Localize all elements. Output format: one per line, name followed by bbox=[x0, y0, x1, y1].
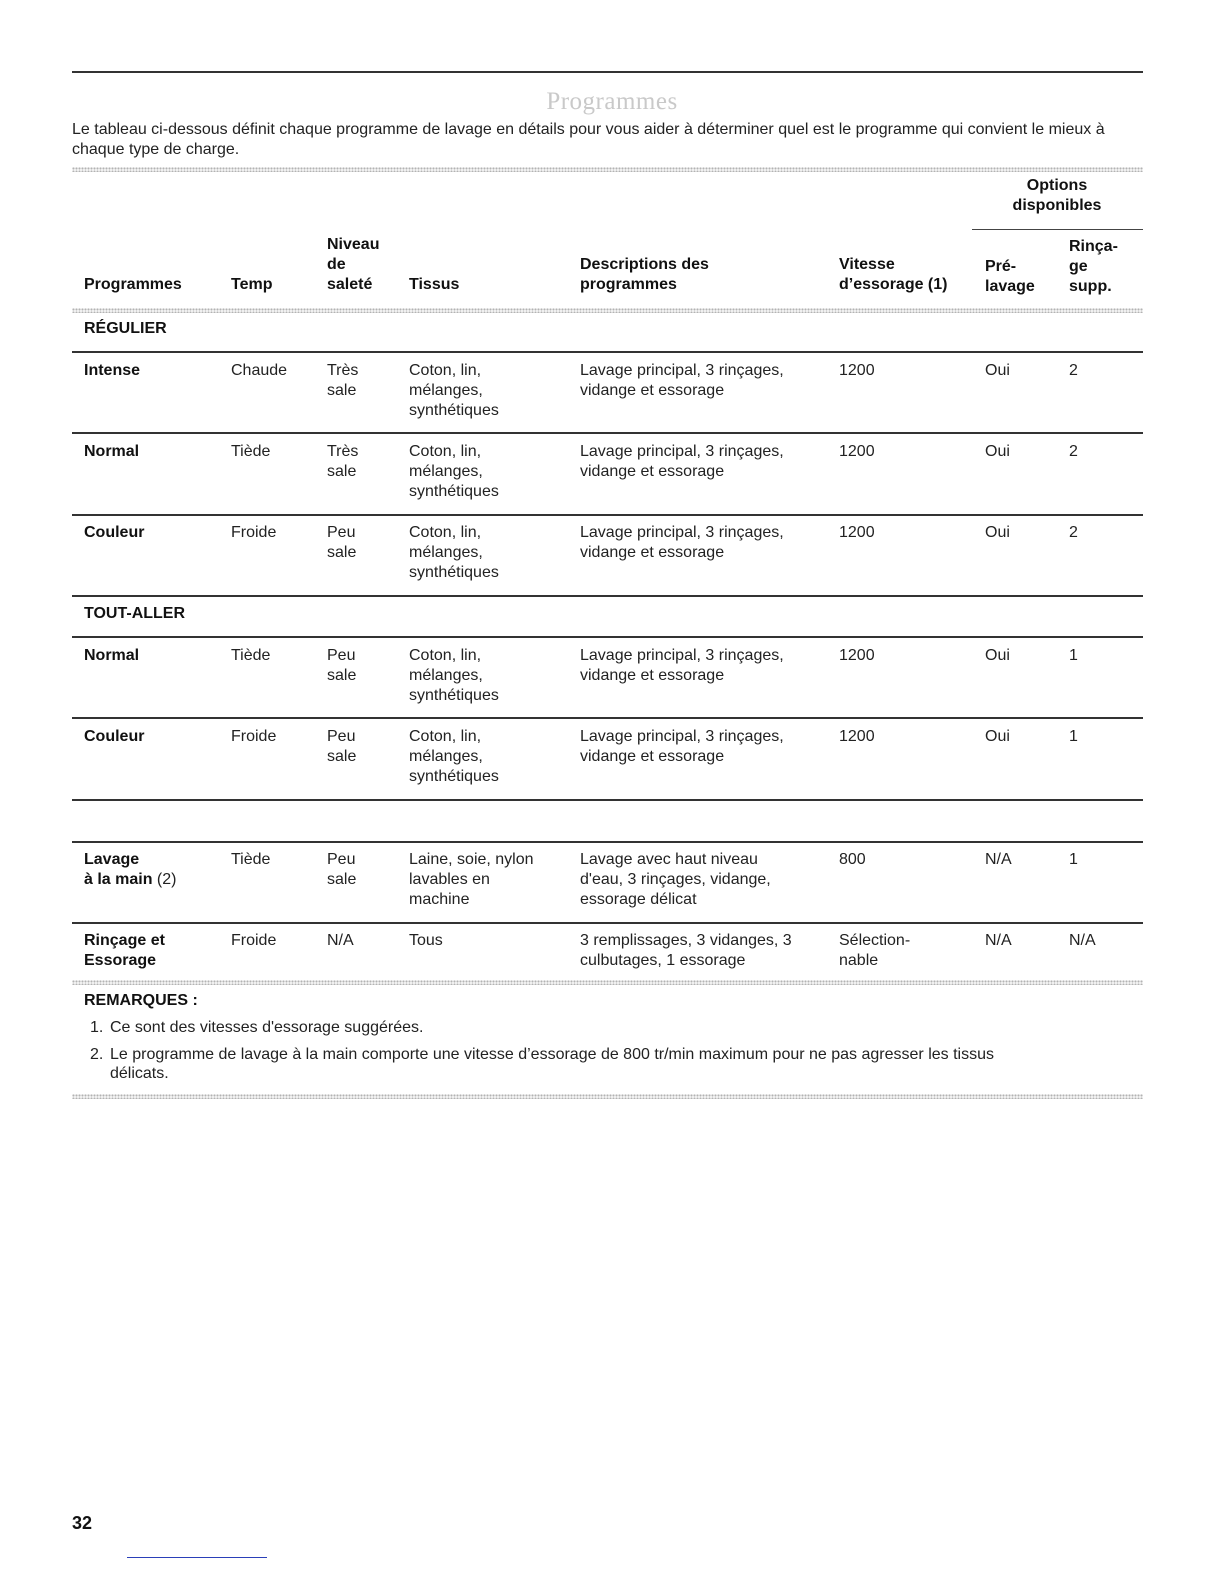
header-prelavage: Pré- lavage bbox=[985, 258, 1035, 295]
row-rincage: 1 bbox=[1069, 728, 1078, 745]
row-niveau: Très sale bbox=[327, 362, 359, 399]
row-rule bbox=[72, 351, 1143, 353]
notes-title: REMARQUES : bbox=[84, 992, 198, 1009]
row-temp: Froide bbox=[231, 932, 277, 949]
row-rule bbox=[72, 841, 1143, 843]
row-rincage: N/A bbox=[1069, 932, 1096, 949]
row-tissus: Coton, lin, mélanges, synthétiques bbox=[409, 362, 499, 419]
row-niveau: Peu sale bbox=[327, 647, 357, 684]
note-number: 2. bbox=[90, 1046, 104, 1063]
row-vitesse: 1200 bbox=[839, 647, 875, 664]
row-prelavage: N/A bbox=[985, 932, 1012, 949]
row-niveau: Très sale bbox=[327, 443, 359, 480]
row-rule bbox=[72, 595, 1143, 597]
row-programme: Lavage à la main bbox=[84, 851, 153, 888]
row-tissus: Coton, lin, mélanges, synthétiques bbox=[409, 647, 499, 704]
row-programme: Rinçage et Essorage bbox=[84, 932, 165, 969]
row-prelavage: Oui bbox=[985, 647, 1010, 664]
row-vitesse: 1200 bbox=[839, 524, 875, 541]
row-temp: Tiède bbox=[231, 647, 271, 664]
note-text: Le programme de lavage à la main comporte une vitesse d’essorage de 800 tr/min maximum pour ne pas agresser les tissus délicats. bbox=[110, 1046, 994, 1082]
page-number: 32 bbox=[72, 1513, 93, 1533]
row-temp: Chaude bbox=[231, 362, 288, 379]
header-vitesse: Vitesse d’essorage (1) bbox=[839, 256, 948, 293]
header-temp: Temp bbox=[231, 276, 273, 293]
row-prelavage: Oui bbox=[985, 443, 1010, 460]
row-description: Lavage principal, 3 rinçages, vidange et essorage bbox=[580, 728, 784, 765]
dotted-divider bbox=[72, 308, 1143, 313]
row-temp: Tiède bbox=[231, 443, 271, 460]
row-rincage: 2 bbox=[1069, 443, 1078, 460]
row-description: Lavage principal, 3 rinçages, vidange et essorage bbox=[580, 362, 784, 399]
row-vitesse: Sélection- nable bbox=[839, 932, 911, 969]
row-tissus: Coton, lin, mélanges, synthétiques bbox=[409, 728, 499, 785]
row-programme: Couleur bbox=[84, 728, 145, 745]
row-niveau: Peu sale bbox=[327, 524, 357, 561]
header-programmes: Programmes bbox=[84, 276, 182, 293]
row-temp: Froide bbox=[231, 728, 277, 745]
note-number: 1. bbox=[90, 1019, 104, 1036]
row-rule bbox=[72, 514, 1143, 516]
row-programme-group bbox=[84, 850, 176, 890]
row-programme: Couleur bbox=[84, 524, 145, 541]
note-text: Ce sont des vitesses d'essorage suggérées. bbox=[110, 1019, 424, 1036]
row-description: 3 remplissages, 3 vidanges, 3 culbutages, 1 essorage bbox=[580, 932, 792, 969]
row-tissus: Tous bbox=[409, 932, 443, 949]
row-prelavage: N/A bbox=[985, 851, 1012, 868]
row-rule bbox=[72, 432, 1143, 434]
row-rule bbox=[72, 799, 1143, 801]
top-rule bbox=[72, 71, 1143, 73]
row-prelavage: Oui bbox=[985, 728, 1010, 745]
row-programme-note: (2) bbox=[152, 871, 177, 888]
row-rincage: 1 bbox=[1069, 647, 1078, 664]
row-rule bbox=[72, 922, 1143, 924]
row-prelavage: Oui bbox=[985, 524, 1010, 541]
row-tissus: Laine, soie, nylon lavables en machine bbox=[409, 851, 534, 908]
row-rincage: 2 bbox=[1069, 524, 1078, 541]
header-niveau: Niveau de saleté bbox=[327, 236, 380, 293]
row-vitesse: 1200 bbox=[839, 362, 875, 379]
row-description: Lavage principal, 3 rinçages, vidange et essorage bbox=[580, 443, 784, 480]
row-vitesse: 800 bbox=[839, 851, 866, 868]
row-programme: Normal bbox=[84, 647, 140, 664]
row-vitesse: 1200 bbox=[839, 728, 875, 745]
row-rincage: 2 bbox=[1069, 362, 1078, 379]
row-temp: Tiède bbox=[231, 851, 271, 868]
intro-paragraph: Le tableau ci-dessous définit chaque programme de lavage en détails pour vous aider à déterminer quel est le programme qui convient le mieux à chaque type de charge. bbox=[72, 121, 1105, 158]
row-rule bbox=[72, 636, 1143, 638]
header-options: Options disponibles bbox=[1012, 177, 1102, 214]
page-title: Programmes bbox=[546, 88, 678, 115]
header-rincage: Rinça- ge supp. bbox=[1069, 238, 1118, 295]
row-programme: Normal bbox=[84, 443, 140, 460]
row-description: Lavage principal, 3 rinçages, vidange et essorage bbox=[580, 647, 784, 684]
footer-line bbox=[127, 1557, 267, 1558]
row-niveau: Peu sale bbox=[327, 851, 357, 888]
row-tissus: Coton, lin, mélanges, synthétiques bbox=[409, 443, 499, 500]
row-description: Lavage avec haut niveau d'eau, 3 rinçages, vidange, essorage délicat bbox=[580, 851, 771, 908]
header-tissus: Tissus bbox=[409, 276, 460, 293]
header-descriptions: Descriptions des programmes bbox=[580, 256, 709, 293]
options-rule bbox=[972, 229, 1143, 230]
row-vitesse: 1200 bbox=[839, 443, 875, 460]
row-rincage: 1 bbox=[1069, 851, 1078, 868]
section-toutaller: TOUT-ALLER bbox=[84, 605, 186, 622]
section-regulier: RÉGULIER bbox=[84, 320, 167, 337]
row-tissus: Coton, lin, mélanges, synthétiques bbox=[409, 524, 499, 581]
row-rule bbox=[72, 717, 1143, 719]
row-temp: Froide bbox=[231, 524, 277, 541]
dotted-divider bbox=[72, 980, 1143, 985]
dotted-divider bbox=[72, 167, 1143, 172]
row-description: Lavage principal, 3 rinçages, vidange et essorage bbox=[580, 524, 784, 561]
dotted-divider bbox=[72, 1094, 1143, 1099]
row-niveau: Peu sale bbox=[327, 728, 357, 765]
row-prelavage: Oui bbox=[985, 362, 1010, 379]
row-programme: Intense bbox=[84, 362, 141, 379]
row-niveau: N/A bbox=[327, 932, 354, 949]
